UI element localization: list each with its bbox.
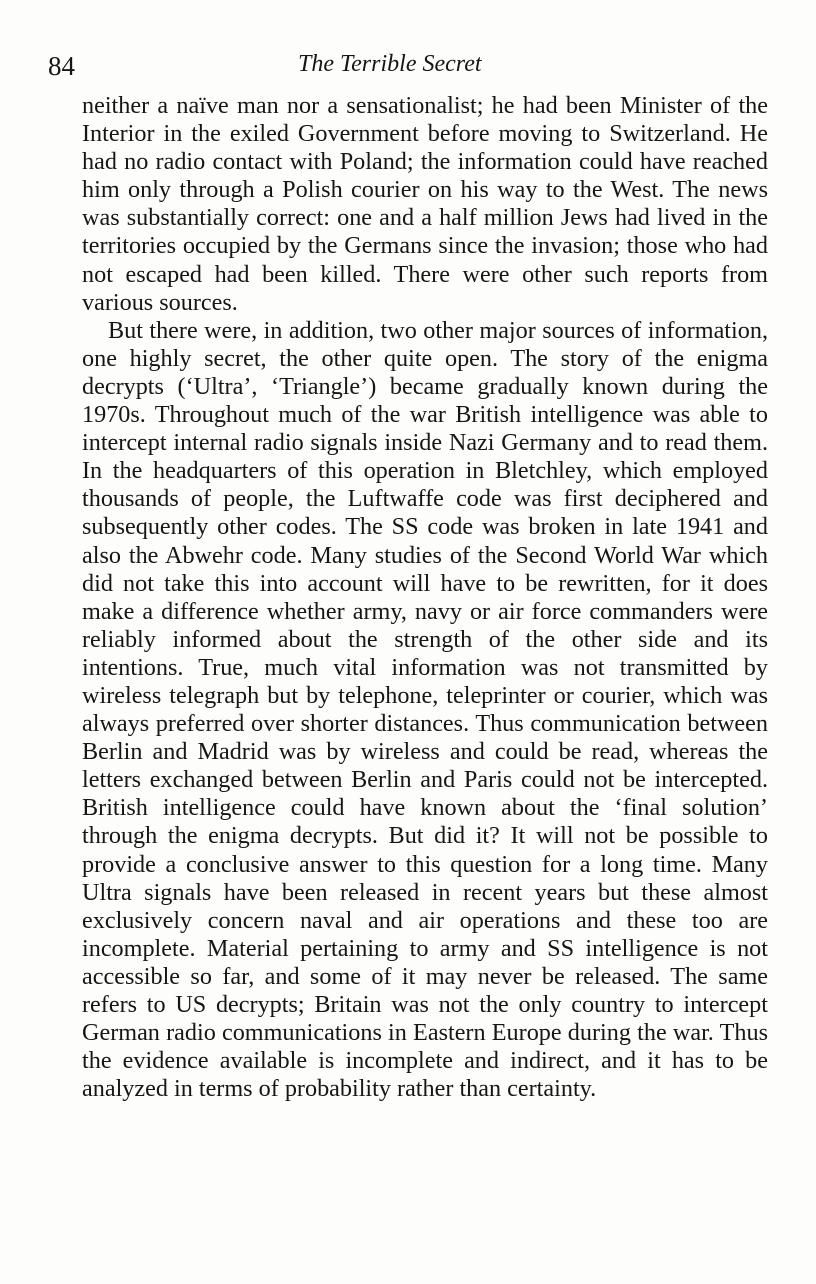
page-number: 84: [48, 51, 75, 81]
running-title: The Terrible Secret: [298, 51, 482, 77]
body-text: [82, 92, 768, 1103]
page-header: [48, 48, 768, 88]
paragraph-enigma-decrypts: But there were, in addition, two other major sources of information, one highly secret, the other quite open. The story of the enigma decrypts (‘Ultra’, ‘Triangle’) became gradually known during the 1970s. Throughout much of the war British intelligence was able to intercept internal radio signals inside Nazi Germany and to read them. In the headquarters of this operation in Bletchley, which employed thousands of people, the Luftwaffe code was first deciphered and subsequently other codes. The SS code was broken in late 1941 and also the Abwehr code. Many studies of the Second World War which did not take this into account will have to be rewritten, for it does make a difference whether army, navy or air force commanders were reliably informed about the strength of the other side and its intentions. True, much vital information was not transmitted by wireless telegraph but by telephone, teleprinter or courier, which was always preferred over shorter distances. Thus communication between Berlin and Madrid was by wireless and could be read, whereas the letters exchanged between Berlin and Paris could not be intercepted. British intelligence could have known about the ‘final solution’ through the enigma decrypts. But did it? It will not be possible to provide a conclusive answer to this question for a long time. Many Ultra signals have been released in recent years but these almost exclusively concern naval and air operations and these too are incomplete. Material pertaining to army and SS intelligence is not accessible so far, and some of it may never be released. The same refers to US decrypts; Britain was not the only country to intercept German radio communications in Eastern Europe during the war. Thus the evidence available is incomplete and indirect, and it has to be analyzed in terms of probability rather than certainty.: [82, 316, 768, 1103]
paragraph-continued: neither a naïve man nor a sensationalist; he had been Minister of the Interior in the exiled Government before moving to Switzerland. He had no radio contact with Poland; the information could have reached him only through a Polish courier on his way to the West. The news was substantially correct: one and a half million Jews had lived in the territories occupied by the Germans since the invasion; those who had not escaped had been killed. There were other such reports from various sources.: [82, 92, 768, 316]
